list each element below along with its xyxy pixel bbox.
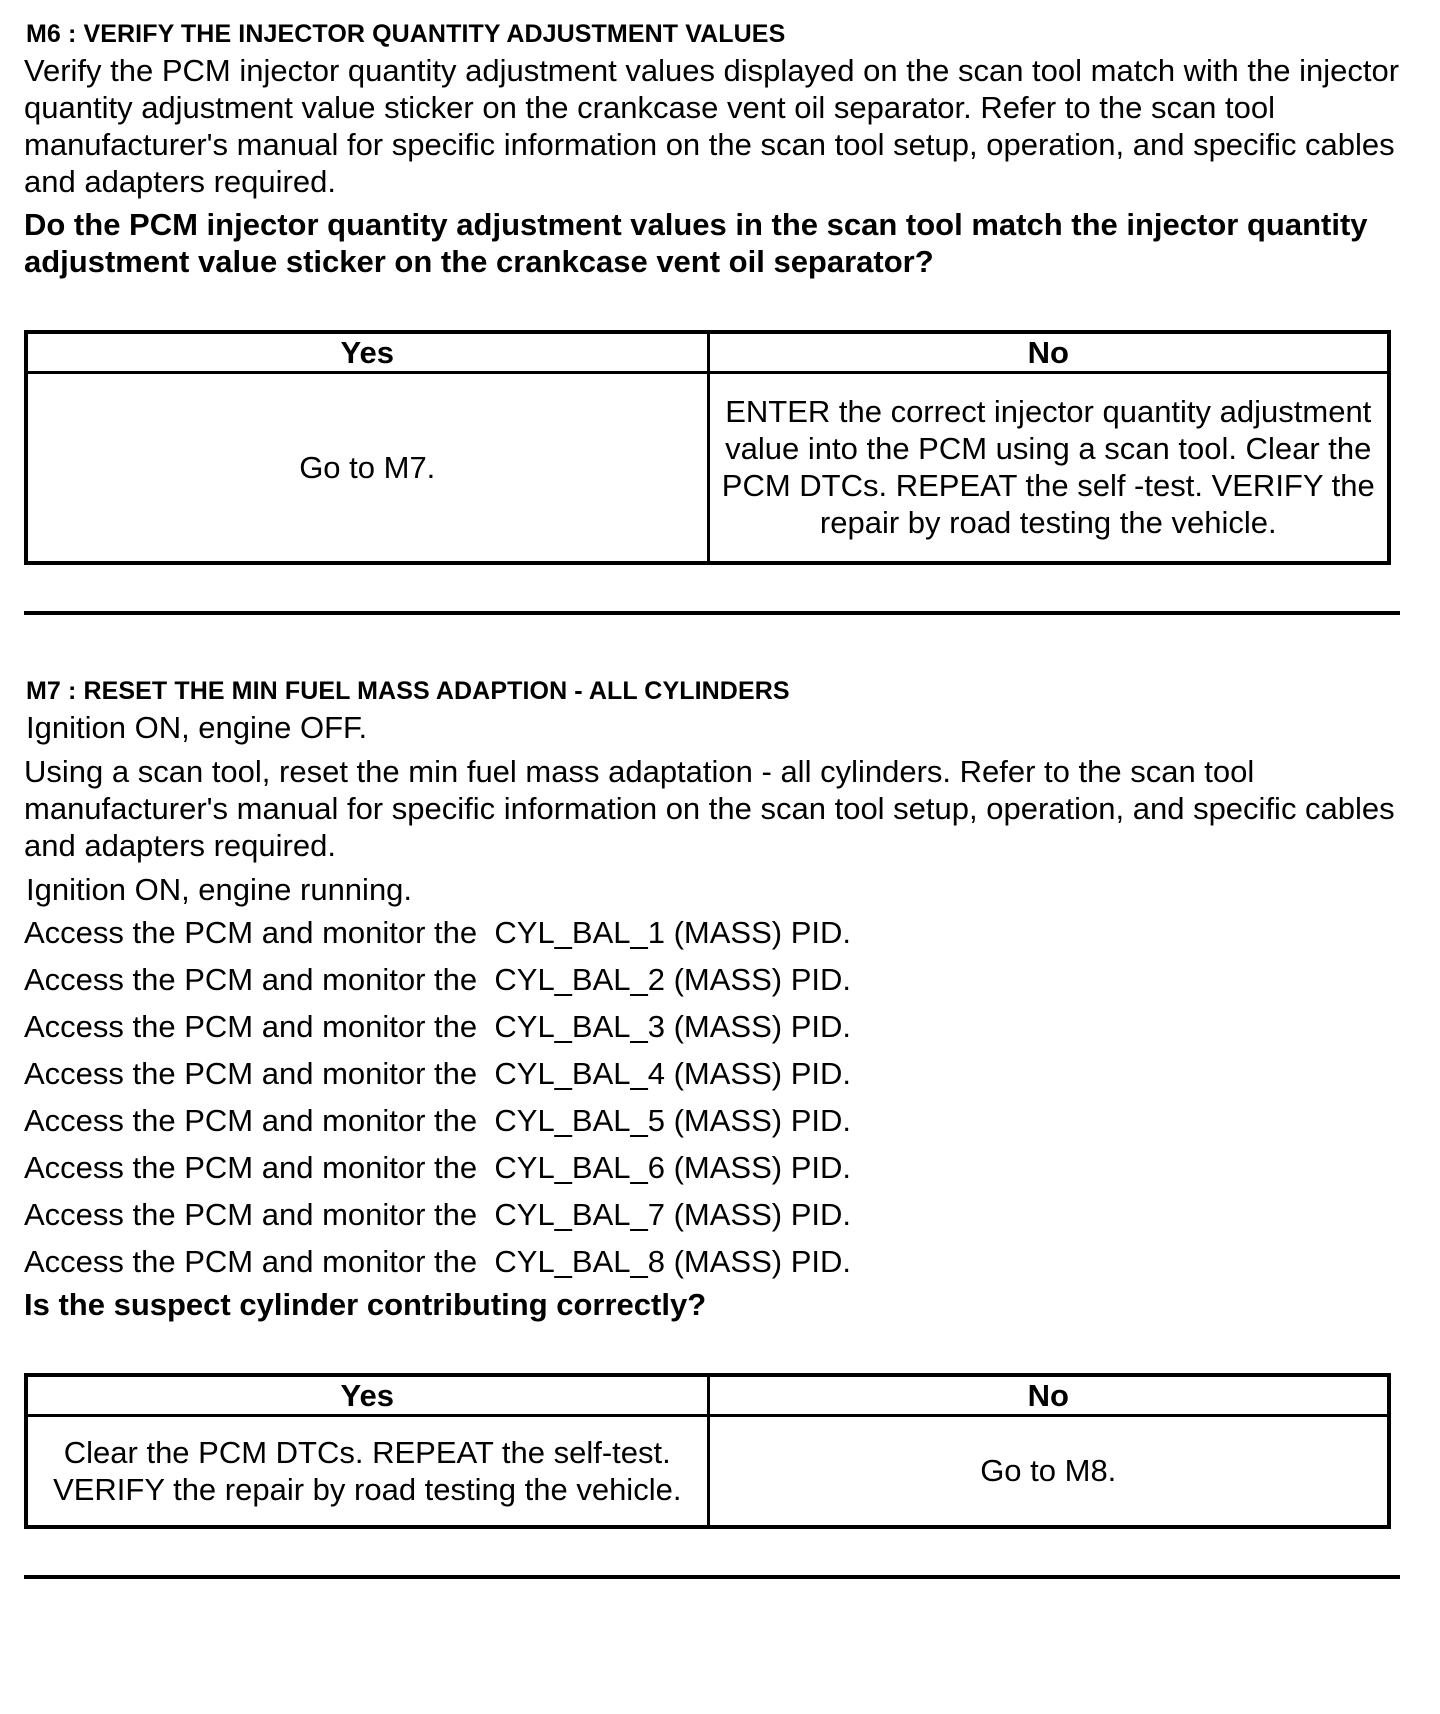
pid-line: Access the PCM and monitor the CYL_BAL_8 (MASS) PID. [24,1243,852,1279]
step-m6 [24,18,1404,615]
document-page [24,18,1404,1579]
pid-line: Access the PCM and monitor the CYL_BAL_4 (MASS) PID. [24,1055,852,1091]
step-instruction: Ignition ON, engine running. [26,871,413,907]
pid-line: Access the PCM and monitor the CYL_BAL_6 (MASS) PID. [24,1149,852,1185]
pid-line: Access the PCM and monitor the CYL_BAL_2 (MASS) PID. [24,961,852,997]
no-action: Go to M8. [708,1415,1389,1527]
no-header: No [708,1375,1389,1416]
step-heading: M7 : RESET THE MIN FUEL MASS ADAPTION - ALL CYLINDERS [26,676,790,705]
yes-action: Clear the PCM DTCs. REPEAT the self-test. VERIFY the repair by road testing the vehicle. [26,1415,708,1527]
pid-line: Access the PCM and monitor the CYL_BAL_3 (MASS) PID. [24,1008,852,1044]
no-action: ENTER the correct injector quantity adjustment value into the PCM using a scan tool. Clear the PCM DTCs. REPEAT the self -test. VERIFY the repair by road testing the vehicle. [708,373,1389,563]
yes-header: Yes [26,332,708,373]
step-m7 [24,675,1404,1580]
step-instruction: Verify the PCM injector quantity adjustment values displayed on the scan tool match with the injector quantity adjustment value sticker on the crankcase vent oil separator. Refer to the scan tool manufacturer's manual for specific information on the scan tool setup, operation, and specific cables and adapters required. [24,53,1400,199]
step-instruction: Using a scan tool, reset the min fuel mass adaptation - all cylinders. Refer to the scan tool manufacturer's manual for specific information on the scan tool setup, operation, and specific cables and adapters required. [24,753,1395,863]
section-divider [24,1575,1400,1579]
step-instruction: Ignition ON, engine OFF. [26,709,368,745]
step-question: Is the suspect cylinder contributing correctly? [24,1286,707,1322]
pid-line: Access the PCM and monitor the CYL_BAL_1 (MASS) PID. [24,914,852,950]
yes-no-table [24,1373,1391,1530]
step-heading: M6 : VERIFY THE INJECTOR QUANTITY ADJUSTMENT VALUES [26,20,786,48]
no-header: No [708,332,1389,373]
step-question: Do the PCM injector quantity adjustment values in the scan tool match the injector quantity adjustment value sticker on the crankcase vent oil separator? [24,207,1368,279]
yes-action: Go to M7. [26,373,708,563]
pid-list [24,914,1404,1280]
pid-line: Access the PCM and monitor the CYL_BAL_5 (MASS) PID. [24,1102,852,1138]
pid-line: Access the PCM and monitor the CYL_BAL_7 (MASS) PID. [24,1196,852,1232]
yes-no-table [24,330,1391,565]
yes-header: Yes [26,1375,708,1416]
